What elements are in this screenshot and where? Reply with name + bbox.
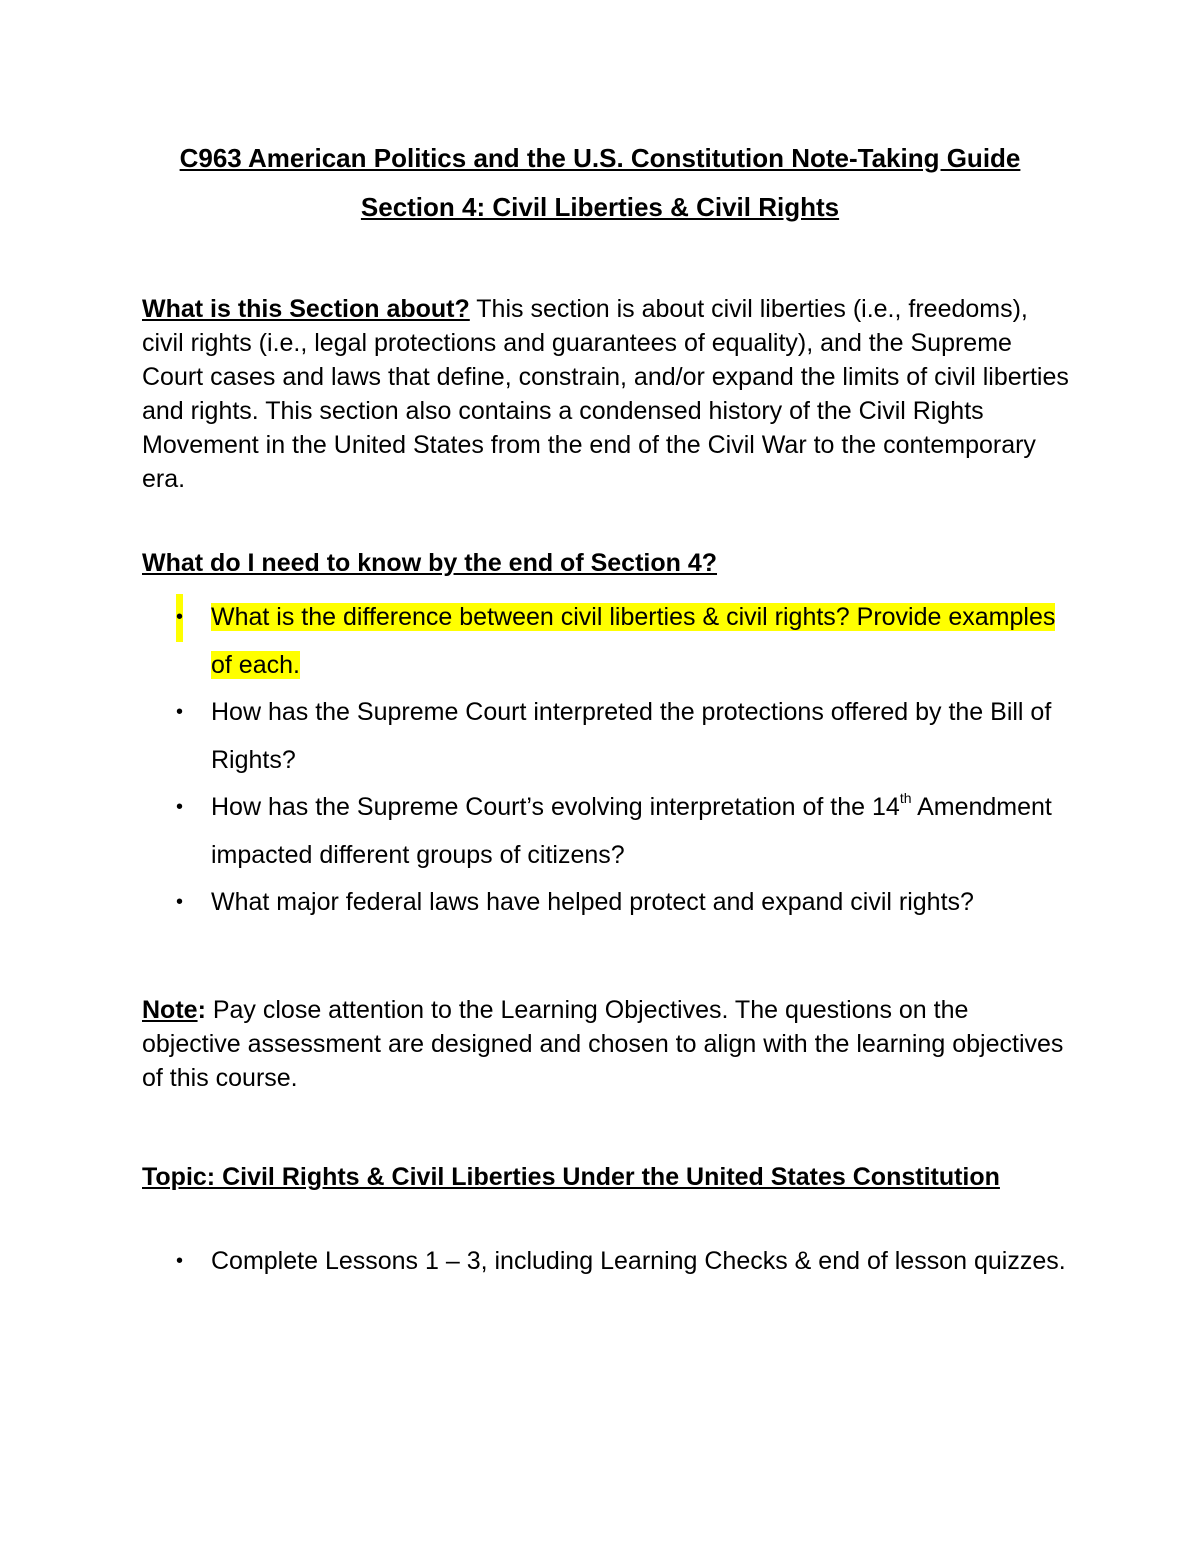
list-item-text: What major federal laws have helped protect and expand civil rights? xyxy=(211,888,974,916)
list-item xyxy=(142,784,1072,879)
document-title: C963 American Politics and the U.S. Constitution Note-Taking Guide xyxy=(179,143,1021,173)
list-item-text: How has the Supreme Court’s evolving interpretation of the 14 xyxy=(211,793,900,821)
list-item xyxy=(142,594,1072,689)
list-item-text-continued: Amendment impacted different groups of citizens? xyxy=(211,793,1052,869)
section-about-paragraph xyxy=(142,292,1072,496)
bullet-icon: • xyxy=(176,1250,184,1272)
list-item xyxy=(142,689,1072,784)
know-heading: What do I need to know by the end of Section 4? xyxy=(142,549,718,577)
section-title: Section 4: Civil Liberties & Civil Rights xyxy=(360,192,840,222)
list-item-text: Complete Lessons 1 – 3, including Learning Checks & end of lesson quizzes. xyxy=(211,1247,1066,1275)
note-label: Note xyxy=(142,996,198,1024)
note-paragraph xyxy=(142,993,1072,1095)
list-item-text-highlighted: What is the difference between civil liberties & civil rights? Provide examples of each. xyxy=(211,603,1056,679)
list-item-text: How has the Supreme Court interpreted the protections offered by the Bill of Rights? xyxy=(211,698,1052,774)
know-list xyxy=(142,594,1072,927)
list-item xyxy=(142,1244,1072,1278)
bullet-icon: • xyxy=(176,701,184,723)
note-body: Pay close attention to the Learning Objectives. The questions on the objective assessment are designed and chosen to align with the learning objectives of this course. xyxy=(142,996,1064,1092)
bullet-icon: • xyxy=(176,796,184,818)
about-heading: What is this Section about? xyxy=(142,295,470,323)
list-item xyxy=(142,879,1072,927)
bullet-icon: • xyxy=(176,891,184,913)
topic-list xyxy=(142,1244,1072,1278)
bullet-icon: • xyxy=(176,594,183,642)
superscript-th: th xyxy=(899,790,912,806)
topic-heading: Topic: Civil Rights & Civil Liberties Under the United States Constitution xyxy=(142,1163,1000,1191)
note-colon: : xyxy=(197,996,206,1024)
about-body: This section is about civil liberties (i.e., freedoms), civil rights (i.e., legal protections and guarantees of equality), and the Supreme Court cases and laws that define, constrain, and/or expand the limits of civil liberties and rights. This section also contains a condensed history of the Civil Rights Movement in the United States from the end of the Civil War to the contemporary era. xyxy=(142,295,1069,493)
